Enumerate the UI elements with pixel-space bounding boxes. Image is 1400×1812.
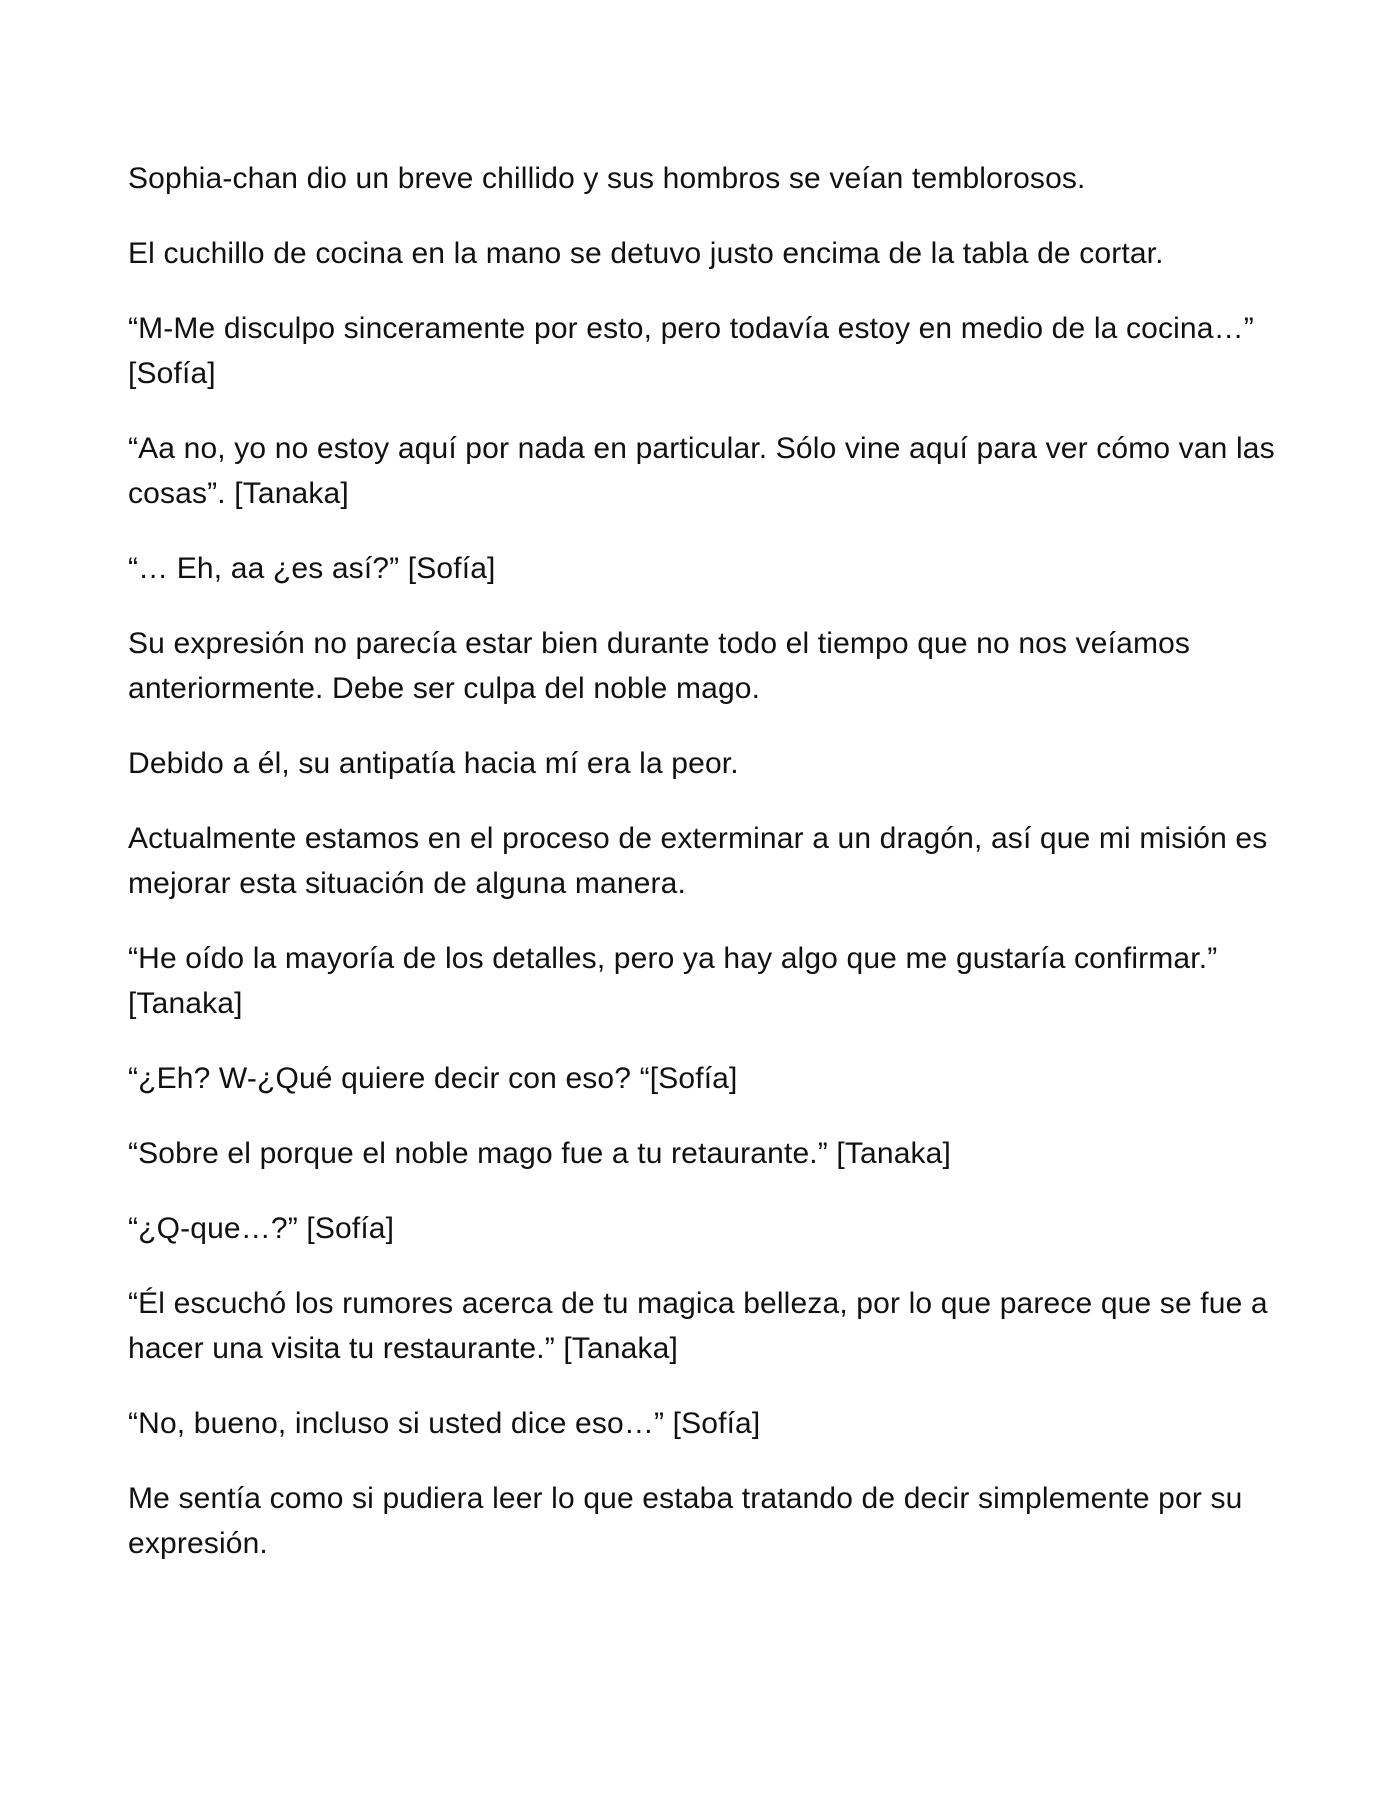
paragraph: Sophia-chan dio un breve chillido y sus hombros se veían temblorosos. xyxy=(128,162,1086,195)
paragraph: “… Eh, aa ¿es así?” [Sofía] xyxy=(128,552,496,585)
paragraph: “He oído la mayoría de los detalles, pero ya hay algo que me gustaría confirmar.” [Tanaka] xyxy=(128,942,1218,1020)
paragraph: Debido a él, su antipatía hacia mí era la peor. xyxy=(128,747,739,780)
paragraph: Me sentía como si pudiera leer lo que estaba tratando de decir simplemente por su expresión. xyxy=(128,1482,1243,1560)
paragraph: “No, bueno, incluso si usted dice eso…” [Sofía] xyxy=(128,1407,761,1440)
paragraph: Actualmente estamos en el proceso de exterminar a un dragón, así que mi misión es mejorar esta situación de alguna manera. xyxy=(128,822,1268,900)
paragraph: Su expresión no parecía estar bien durante todo el tiempo que no nos veíamos anteriormente. Debe ser culpa del noble mago. xyxy=(128,627,1191,705)
paragraph: “¿Q-que…?” [Sofía] xyxy=(128,1212,395,1245)
paragraph: “Aa no, yo no estoy aquí por nada en particular. Sólo vine aquí para ver cómo van las cosas”. [Tanaka] xyxy=(128,432,1275,510)
paragraph: “M-Me disculpo sinceramente por esto, pero todavía estoy en medio de la cocina…” [Sofía] xyxy=(128,312,1254,390)
paragraph: “¿Eh? W-¿Qué quiere decir con eso? “[Sofía] xyxy=(128,1062,738,1095)
paragraph: “Él escuchó los rumores acerca de tu magica belleza, por lo que parece que se fue a hacer una visita tu restaurante.” [Tanaka] xyxy=(128,1287,1268,1365)
paragraph: “Sobre el porque el noble mago fue a tu retaurante.” [Tanaka] xyxy=(128,1137,952,1170)
paragraph: El cuchillo de cocina en la mano se detuvo justo encima de la tabla de cortar. xyxy=(128,237,1164,270)
